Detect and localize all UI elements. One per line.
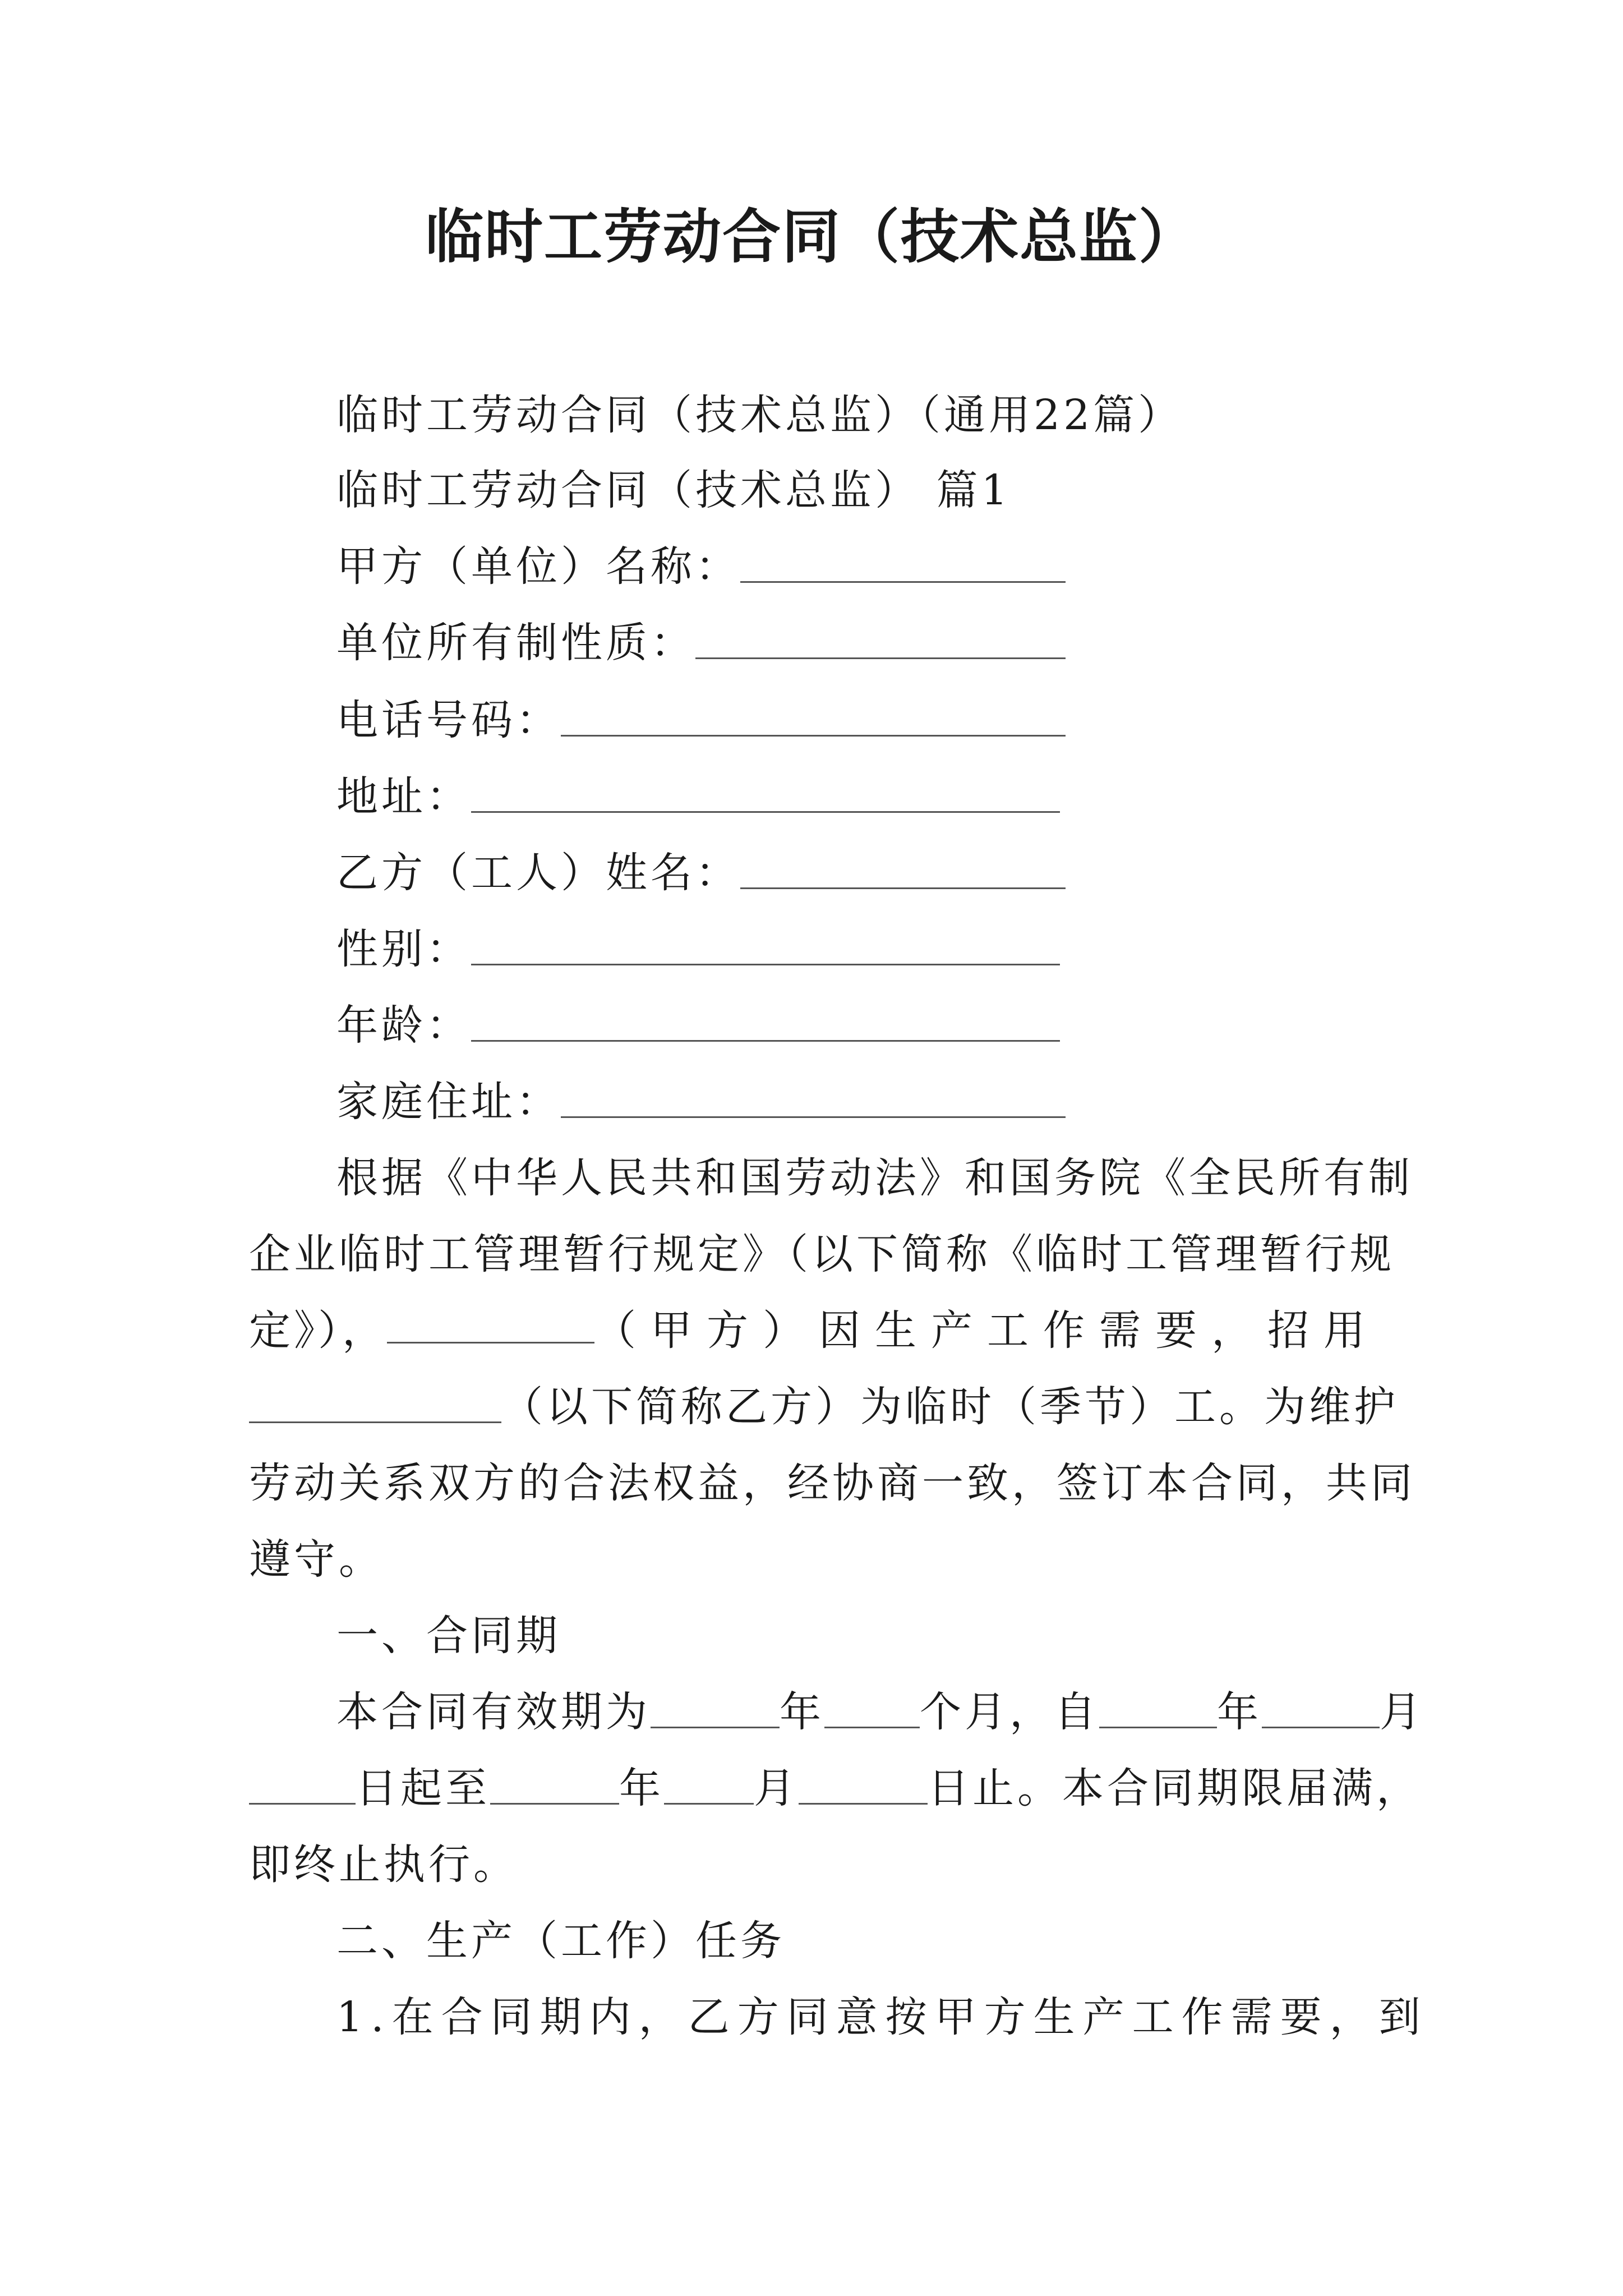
phone-label: 电话号码：: [336, 696, 561, 744]
section-2-item-1: 1.在合同期内，乙方同意按甲方生产工作需要，到: [336, 1993, 1428, 2041]
term-text-b: 年: [780, 1688, 824, 1736]
preamble-line-1: 根据《中华人民共和国劳动法》和国务院《全民所有制: [336, 1154, 1413, 1202]
address-field: [336, 769, 1060, 825]
worker-name-field: [336, 845, 1066, 901]
preamble-line-2: 企业临时工管理暂行规定》（以下简称《临时工管理暂行规: [249, 1230, 1395, 1278]
address-blank[interactable]: [471, 772, 1060, 813]
employer-name-field: [336, 539, 1066, 595]
worker-name-blank[interactable]: [740, 848, 1066, 889]
start-year-blank[interactable]: [1099, 1687, 1217, 1728]
age-label: 年龄：: [336, 1001, 471, 1050]
ownership-blank[interactable]: [695, 618, 1066, 659]
term-text-g: 年: [619, 1764, 664, 1812]
preamble-line-4-text: （以下简称乙方）为临时（季节）工。为维护: [501, 1383, 1399, 1431]
term-years-blank[interactable]: [651, 1687, 780, 1728]
preamble-line-5: 劳动关系双方的合法权益，经协商一致，签订本合同，共同: [249, 1459, 1415, 1507]
term-text-f: 日起至: [356, 1764, 490, 1812]
employer-name-label: 甲方（单位）名称：: [336, 542, 740, 591]
employer-blank[interactable]: [387, 1303, 594, 1343]
section-1-line-3: 即终止执行。: [249, 1841, 518, 1889]
worker-name-label: 乙方（工人）姓名：: [336, 849, 740, 897]
age-blank[interactable]: [471, 1001, 1060, 1042]
address-label: 地址：: [336, 772, 471, 821]
ownership-label: 单位所有制性质：: [336, 619, 695, 667]
subtitle-part: 临时工劳动合同（技术总监） 篇1: [336, 466, 1011, 514]
end-day-blank[interactable]: [799, 1764, 928, 1805]
ownership-field: [336, 615, 1066, 671]
start-day-blank[interactable]: [249, 1764, 356, 1805]
section-1-line-1: [336, 1684, 1424, 1740]
preamble-line-4: [249, 1379, 1399, 1435]
end-month-blank[interactable]: [664, 1764, 754, 1805]
preamble-line-6: 遵守。: [249, 1535, 384, 1584]
preamble-line-3-end: （甲方）因生产工作需要，招用: [594, 1306, 1380, 1355]
gender-label: 性别：: [336, 925, 471, 973]
home-address-blank[interactable]: [561, 1077, 1066, 1118]
worker-blank[interactable]: [249, 1382, 501, 1423]
preamble-line-3: [249, 1303, 1380, 1359]
start-month-blank[interactable]: [1262, 1687, 1380, 1728]
phone-field: [336, 692, 1066, 748]
document-title: 临时工劳动合同（技术总监）: [425, 203, 1198, 271]
term-text-h: 月: [754, 1764, 799, 1812]
home-address-field: [336, 1074, 1066, 1130]
gender-blank[interactable]: [471, 924, 1060, 965]
age-field: [336, 997, 1060, 1053]
employer-name-blank[interactable]: [740, 542, 1066, 583]
term-text-i: 日止。本合同期限届满，: [928, 1764, 1421, 1812]
end-year-blank[interactable]: [490, 1764, 619, 1805]
section-2-heading: 二、生产（工作）任务: [336, 1917, 785, 1965]
subtitle-general: 临时工劳动合同（技术总监）（通用22篇）: [336, 391, 1183, 439]
section-1-heading: 一、合同期: [336, 1612, 561, 1660]
phone-blank[interactable]: [561, 696, 1066, 737]
term-months-blank[interactable]: [824, 1687, 920, 1728]
term-text-c: 个月，自: [920, 1688, 1099, 1736]
section-1-line-2: [249, 1760, 1421, 1816]
term-text-d: 年: [1217, 1688, 1262, 1736]
gender-field: [336, 921, 1060, 977]
home-address-label: 家庭住址：: [336, 1078, 561, 1126]
term-text-e: 月: [1380, 1688, 1424, 1736]
term-text-a: 本合同有效期为: [336, 1688, 651, 1736]
preamble-line-3-start: 定》），: [249, 1306, 387, 1355]
